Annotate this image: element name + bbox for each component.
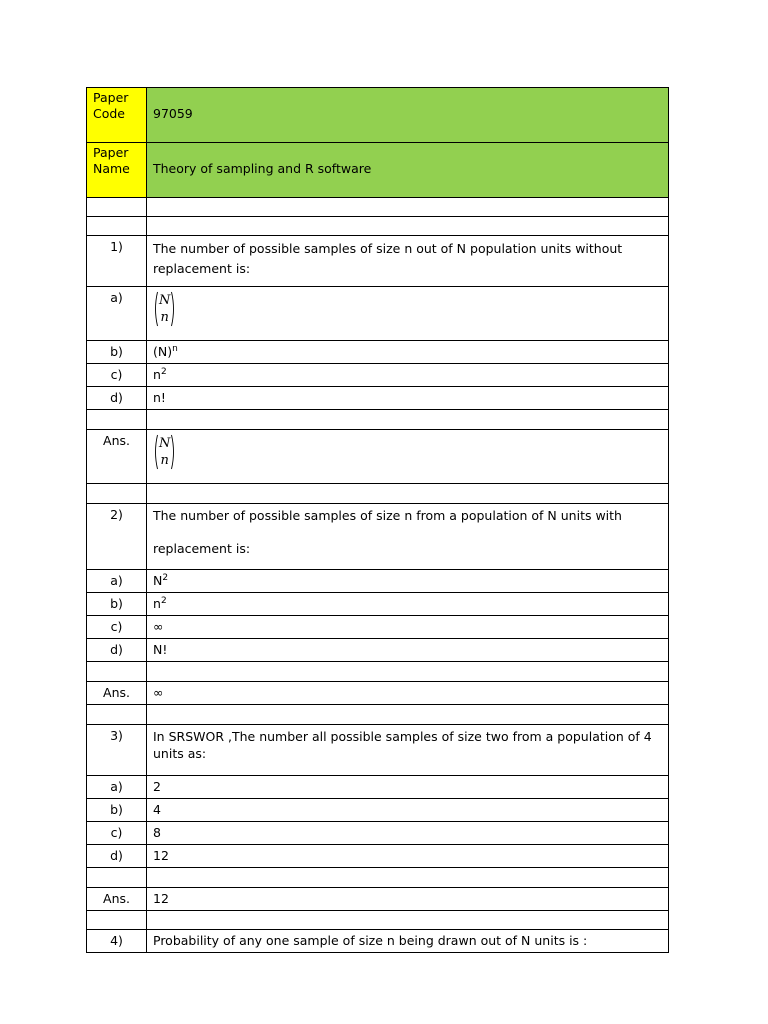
option-row [87,799,669,822]
paper-name-value: Theory of sampling and R software [147,143,669,198]
question-3-text: In SRSWOR ,The number all possible samples of size two from a population of 4 units as: [153,729,652,761]
option-text: $n^2$ [147,364,669,387]
empty-row [87,705,669,725]
question-4-row [87,930,669,953]
option-label: b) [87,799,147,822]
question-paper-table [86,87,669,953]
option-text: 8 [147,822,669,845]
option-text: $n^2$ [147,593,669,616]
question-2-row [87,504,669,570]
question-2-line-2: replacement is: [153,541,251,556]
option-row [87,387,669,410]
option-row [87,822,669,845]
question-1-row [87,236,669,287]
binomial-top: N [159,436,171,451]
question-number: 1) [87,236,147,287]
answer-label: Ans. [87,682,147,705]
paper-name-label: Paper Name [87,143,147,198]
paper-code-row [87,88,669,143]
option-text: 4 [147,799,669,822]
question-4-text: Probability of any one sample of size n being drawn out of N units is : [147,930,669,953]
option-label: c) [87,616,147,639]
empty-row [87,198,669,217]
paper-code-value: 97059 [147,88,669,143]
option-text: n! [147,387,669,410]
option-label: c) [87,364,147,387]
option-text: $N^2$ [147,570,669,593]
option-label: d) [87,845,147,868]
question-number: 4) [87,930,147,953]
question-text [147,504,669,570]
option-row [87,639,669,662]
option-row [87,616,669,639]
option-text: N! [147,639,669,662]
question-1-text: The number of possible samples of size n out of N population units without replacement is: [153,241,623,276]
option-label: a) [87,287,147,341]
option-label: d) [87,639,147,662]
option-row [87,570,669,593]
answer-text [147,430,669,484]
question-text [147,236,669,287]
option-row [87,364,669,387]
option-label: a) [87,570,147,593]
option-row [87,341,669,364]
binomial-bottom: n [160,310,169,325]
paper-name-row [87,143,669,198]
option-row [87,845,669,868]
binomial-coefficient [153,434,176,470]
right-paren-icon [171,434,176,470]
answer-row [87,430,669,484]
option-row [87,593,669,616]
option-text: 2 [147,776,669,799]
empty-row [87,868,669,888]
question-3-row [87,725,669,776]
answer-label: Ans. [87,430,147,484]
empty-row [87,410,669,430]
empty-row [87,484,669,504]
question-number: 2) [87,504,147,570]
option-label: b) [87,341,147,364]
option-label: c) [87,822,147,845]
answer-label: Ans. [87,888,147,911]
option-label: b) [87,593,147,616]
question-number: 3) [87,725,147,776]
option-row [87,776,669,799]
option-row [87,287,669,341]
answer-text: ∞ [147,682,669,705]
binomial-bottom: n [160,453,169,468]
option-label: a) [87,776,147,799]
empty-row [87,662,669,682]
answer-row [87,682,669,705]
question-text [147,725,669,776]
option-label: d) [87,387,147,410]
option-text: 12 [147,845,669,868]
option-text: ∞ [147,616,669,639]
paper-code-label: Paper Code [87,88,147,143]
question-2-line-1: The number of possible samples of size n from a population of N units with [153,508,622,523]
binomial-top: N [159,293,171,308]
option-text [147,287,669,341]
empty-row [87,217,669,236]
right-paren-icon [171,291,176,327]
answer-text: 12 [147,888,669,911]
empty-row [87,911,669,930]
binomial-coefficient [153,291,176,327]
option-text: $(N)^n$ [147,341,669,364]
answer-row [87,888,669,911]
